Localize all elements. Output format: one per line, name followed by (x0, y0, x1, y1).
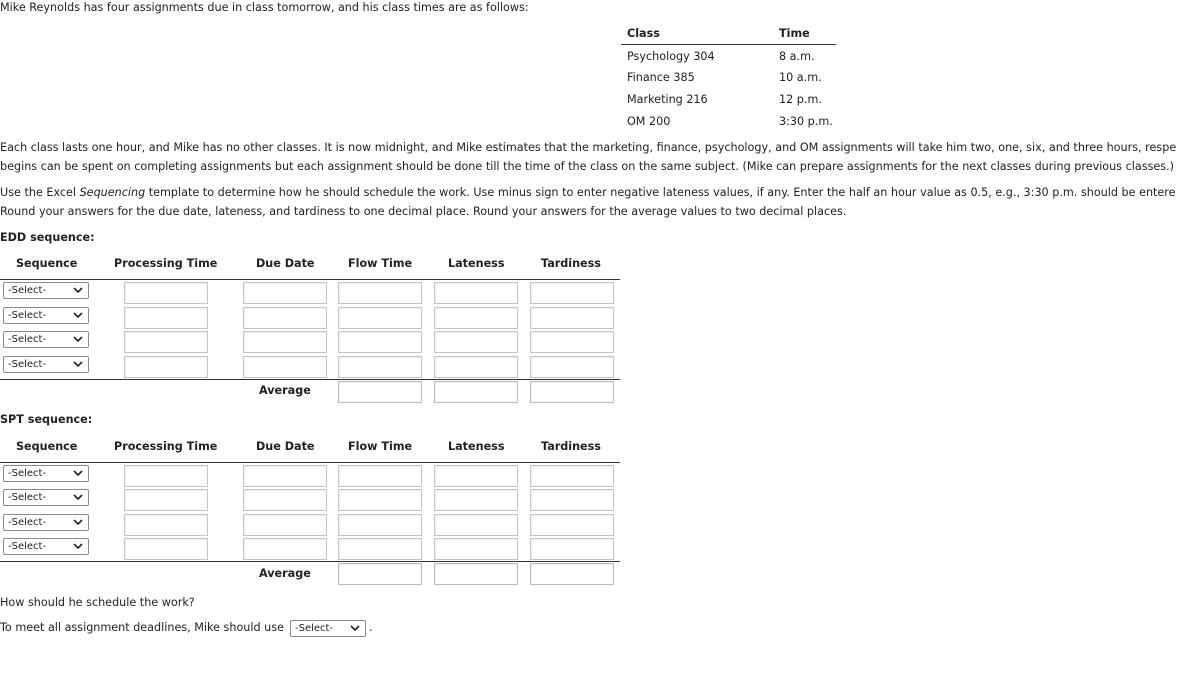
average-rule (0, 379, 620, 380)
col-lateness: Lateness (448, 257, 505, 270)
tardiness-input[interactable] (530, 538, 614, 560)
avg-lateness-input[interactable] (434, 563, 518, 585)
processing-time-input[interactable] (124, 282, 208, 304)
avg-tardiness-input[interactable] (530, 381, 614, 403)
spt-title: SPT sequence: (0, 413, 93, 426)
due-date-input[interactable] (243, 356, 327, 378)
flow-time-input[interactable] (338, 307, 422, 329)
due-date-input[interactable] (243, 282, 327, 304)
select-label: -Select- (8, 334, 47, 345)
select-label: -Select- (8, 541, 47, 552)
due-date-input[interactable] (243, 331, 327, 353)
answer-suffix: . (369, 621, 373, 634)
tardiness-input[interactable] (530, 356, 614, 378)
processing-time-input[interactable] (124, 465, 208, 487)
flow-time-input[interactable] (338, 489, 422, 511)
due-date-input[interactable] (243, 489, 327, 511)
col-processing-time: Processing Time (114, 257, 218, 270)
flow-time-input[interactable] (338, 538, 422, 560)
col-tardiness: Tardiness (541, 440, 601, 453)
sequence-select[interactable] (3, 465, 89, 482)
chevron-down-icon (73, 518, 83, 526)
chevron-down-icon (350, 624, 360, 632)
class-cell: Psychology 304 (627, 50, 715, 63)
schedule-method-select[interactable] (290, 620, 366, 637)
class-cell: OM 200 (627, 115, 671, 128)
col-flow-time: Flow Time (348, 257, 413, 270)
processing-time-input[interactable] (124, 356, 208, 378)
tardiness-input[interactable] (530, 307, 614, 329)
answer-prefix: To meet all assignment deadlines, Mike should use (0, 621, 284, 634)
flow-time-input[interactable] (338, 331, 422, 353)
class-cell: Finance 385 (627, 71, 695, 84)
col-tardiness: Tardiness (541, 257, 601, 270)
col-processing-time: Processing Time (114, 440, 218, 453)
chevron-down-icon (73, 542, 83, 550)
average-label: Average (259, 567, 311, 580)
flow-time-input[interactable] (338, 465, 422, 487)
chevron-down-icon (73, 469, 83, 477)
col-flow-time: Flow Time (348, 440, 413, 453)
instructions-prefix: Use the Excel (0, 186, 80, 199)
header-rule (0, 462, 620, 463)
col-lateness: Lateness (448, 440, 505, 453)
average-label: Average (259, 384, 311, 397)
processing-time-input[interactable] (124, 489, 208, 511)
class-header: Class (627, 27, 660, 40)
due-date-input[interactable] (243, 514, 327, 536)
chevron-down-icon (73, 493, 83, 501)
chevron-down-icon (73, 311, 83, 319)
edd-title: EDD sequence: (0, 231, 95, 244)
due-date-input[interactable] (243, 307, 327, 329)
avg-flow-time-input[interactable] (338, 381, 422, 403)
lateness-input[interactable] (434, 489, 518, 511)
tardiness-input[interactable] (530, 331, 614, 353)
due-date-input[interactable] (243, 465, 327, 487)
processing-time-input[interactable] (124, 538, 208, 560)
chevron-down-icon (73, 360, 83, 368)
answer-line (0, 621, 284, 634)
chevron-down-icon (73, 286, 83, 294)
chevron-down-icon (73, 335, 83, 343)
lateness-input[interactable] (434, 514, 518, 536)
time-cell: 10 a.m. (779, 71, 822, 84)
avg-tardiness-input[interactable] (530, 563, 614, 585)
sequence-select[interactable] (3, 282, 89, 299)
tardiness-input[interactable] (530, 514, 614, 536)
class-cell: Marketing 216 (627, 93, 708, 106)
select-label: -Select- (8, 468, 47, 479)
problem-text-line: begins can be spent on completing assignments but each assignment should be done till the time of the class on the same subject. (Mike can prepare assignments for the next classes during previous classes.) (0, 160, 1175, 173)
select-label: -Select- (8, 492, 47, 503)
lateness-input[interactable] (434, 331, 518, 353)
select-label: -Select- (8, 310, 47, 321)
time-cell: 3:30 p.m. (779, 115, 833, 128)
lateness-input[interactable] (434, 307, 518, 329)
col-sequence: Sequence (16, 440, 78, 453)
time-cell: 12 p.m. (779, 93, 822, 106)
time-cell: 8 a.m. (779, 50, 815, 63)
header-rule (0, 279, 620, 280)
tardiness-input[interactable] (530, 465, 614, 487)
lateness-input[interactable] (434, 282, 518, 304)
processing-time-input[interactable] (124, 331, 208, 353)
flow-time-input[interactable] (338, 282, 422, 304)
lateness-input[interactable] (434, 465, 518, 487)
rounding-instructions: Round your answers for the due date, lateness, and tardiness to one decimal place. Round your answers for the average values to two decimal places. (0, 205, 847, 218)
flow-time-input[interactable] (338, 356, 422, 378)
processing-time-input[interactable] (124, 307, 208, 329)
processing-time-input[interactable] (124, 514, 208, 536)
sequence-select[interactable] (3, 356, 89, 373)
lateness-input[interactable] (434, 356, 518, 378)
due-date-input[interactable] (243, 538, 327, 560)
col-due-date: Due Date (256, 440, 315, 453)
sequence-select[interactable] (3, 489, 89, 506)
select-label: -Select- (295, 623, 334, 634)
avg-flow-time-input[interactable] (338, 563, 422, 585)
sequence-select[interactable] (3, 538, 89, 555)
select-label: -Select- (8, 359, 47, 370)
select-label: -Select- (8, 517, 47, 528)
flow-time-input[interactable] (338, 514, 422, 536)
sequence-select[interactable] (3, 331, 89, 348)
col-sequence: Sequence (16, 257, 78, 270)
class-table-rule (621, 44, 836, 45)
sequence-select[interactable] (3, 514, 89, 531)
tardiness-input[interactable] (530, 282, 614, 304)
problem-text-line: Each class lasts one hour, and Mike has no other classes. It is now midnight, and Mike estimates that the marketing, finance, psychology, and OM assignments will take him two, one, six, and three hours, respe (0, 141, 1177, 154)
sequence-select[interactable] (3, 307, 89, 324)
select-label: -Select- (8, 285, 47, 296)
average-rule (0, 561, 620, 562)
tardiness-input[interactable] (530, 489, 614, 511)
lateness-input[interactable] (434, 538, 518, 560)
template-name: Sequencing (79, 186, 146, 199)
col-due-date: Due Date (256, 257, 315, 270)
instructions-suffix: template to determine how he should schedule the work. Use minus sign to enter negative lateness values, if any. Enter the half an hour value as 0.5, e.g., 3:30 p.m. should be entere (145, 186, 1176, 199)
time-header: Time (779, 27, 810, 40)
avg-lateness-input[interactable] (434, 381, 518, 403)
question-text: How should he schedule the work? (0, 596, 195, 609)
intro-text: Mike Reynolds has four assignments due in class tomorrow, and his class times are as follows: (0, 1, 529, 14)
instructions-line (0, 186, 1176, 199)
